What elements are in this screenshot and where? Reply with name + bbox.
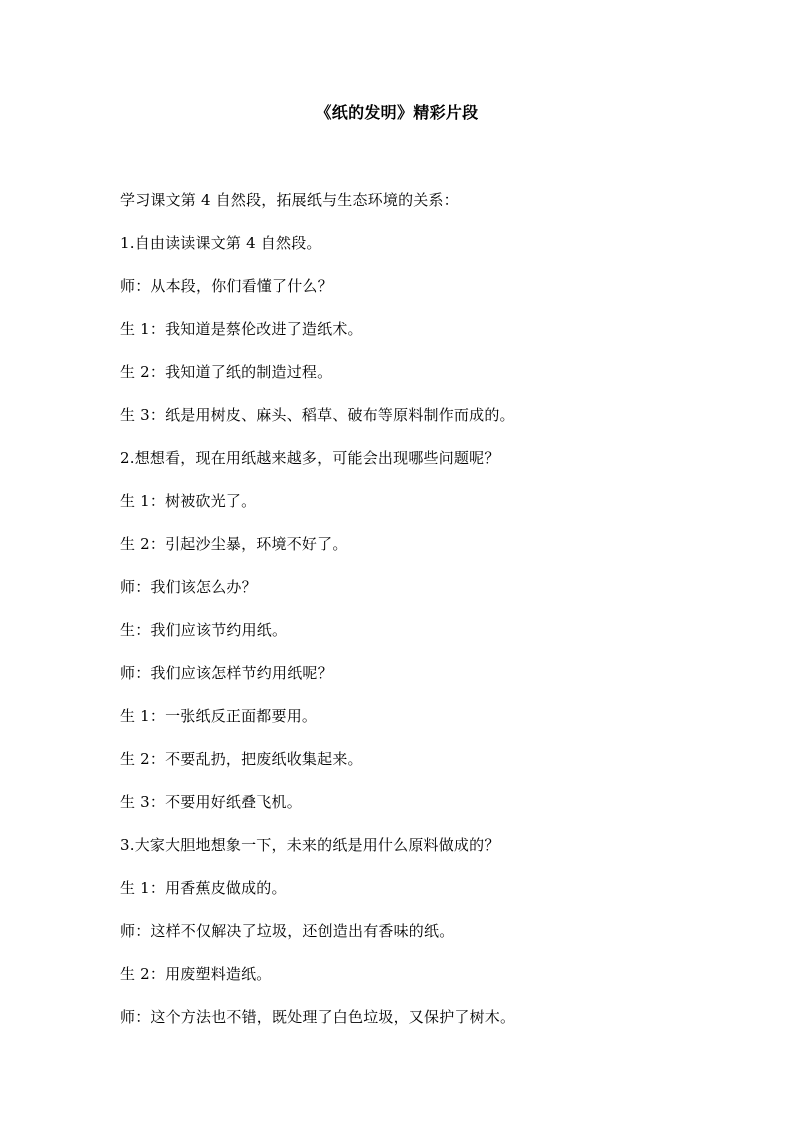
paragraph: 生：我们应该节约用纸。 (120, 621, 288, 639)
paragraph: 生 2：我知道了纸的制造过程。 (120, 363, 333, 381)
paragraph: 生 2：不要乱扔，把废纸收集起来。 (120, 750, 363, 768)
paragraph: 生 1：用香蕉皮做成的。 (120, 879, 287, 897)
paragraph: 师：我们该怎么办？ (120, 578, 257, 596)
paragraph: 2.想想看，现在用纸越来越多，可能会出现哪些问题呢？ (120, 449, 500, 467)
paragraph: 生 1：一张纸反正面都要用。 (120, 707, 318, 725)
paragraph: 师：这样不仅解决了垃圾，还创造出有香味的纸。 (120, 922, 455, 940)
paragraph: 师：我们应该怎样节约用纸呢？ (120, 664, 333, 682)
paragraph: 学习课文第 4 自然段，拓展纸与生态环境的关系： (120, 191, 459, 209)
document-body (120, 188, 680, 1048)
paragraph: 生 2：用废塑料造纸。 (120, 965, 272, 983)
paragraph: 师：这个方法也不错，既处理了白色垃圾，又保护了树木。 (120, 1008, 516, 1026)
paragraph: 师：从本段，你们看懂了什么？ (120, 277, 333, 295)
paragraph: 生 3：纸是用树皮、麻头、稻草、破布等原料制作而成的。 (120, 406, 515, 424)
paragraph: 1.自由读读课文第 4 自然段。 (120, 234, 322, 252)
paragraph: 生 3：不要用好纸叠飞机。 (120, 793, 302, 811)
paragraph: 生 2：引起沙尘暴，环境不好了。 (120, 535, 348, 553)
document-title: 《纸的发明》精彩片段 (315, 103, 479, 122)
paragraph: 3.大家大胆地想象一下，未来的纸是用什么原料做成的？ (120, 836, 500, 854)
paragraph: 生 1：我知道是蔡伦改进了造纸术。 (120, 320, 363, 338)
paragraph: 生 1：树被砍光了。 (120, 492, 257, 510)
